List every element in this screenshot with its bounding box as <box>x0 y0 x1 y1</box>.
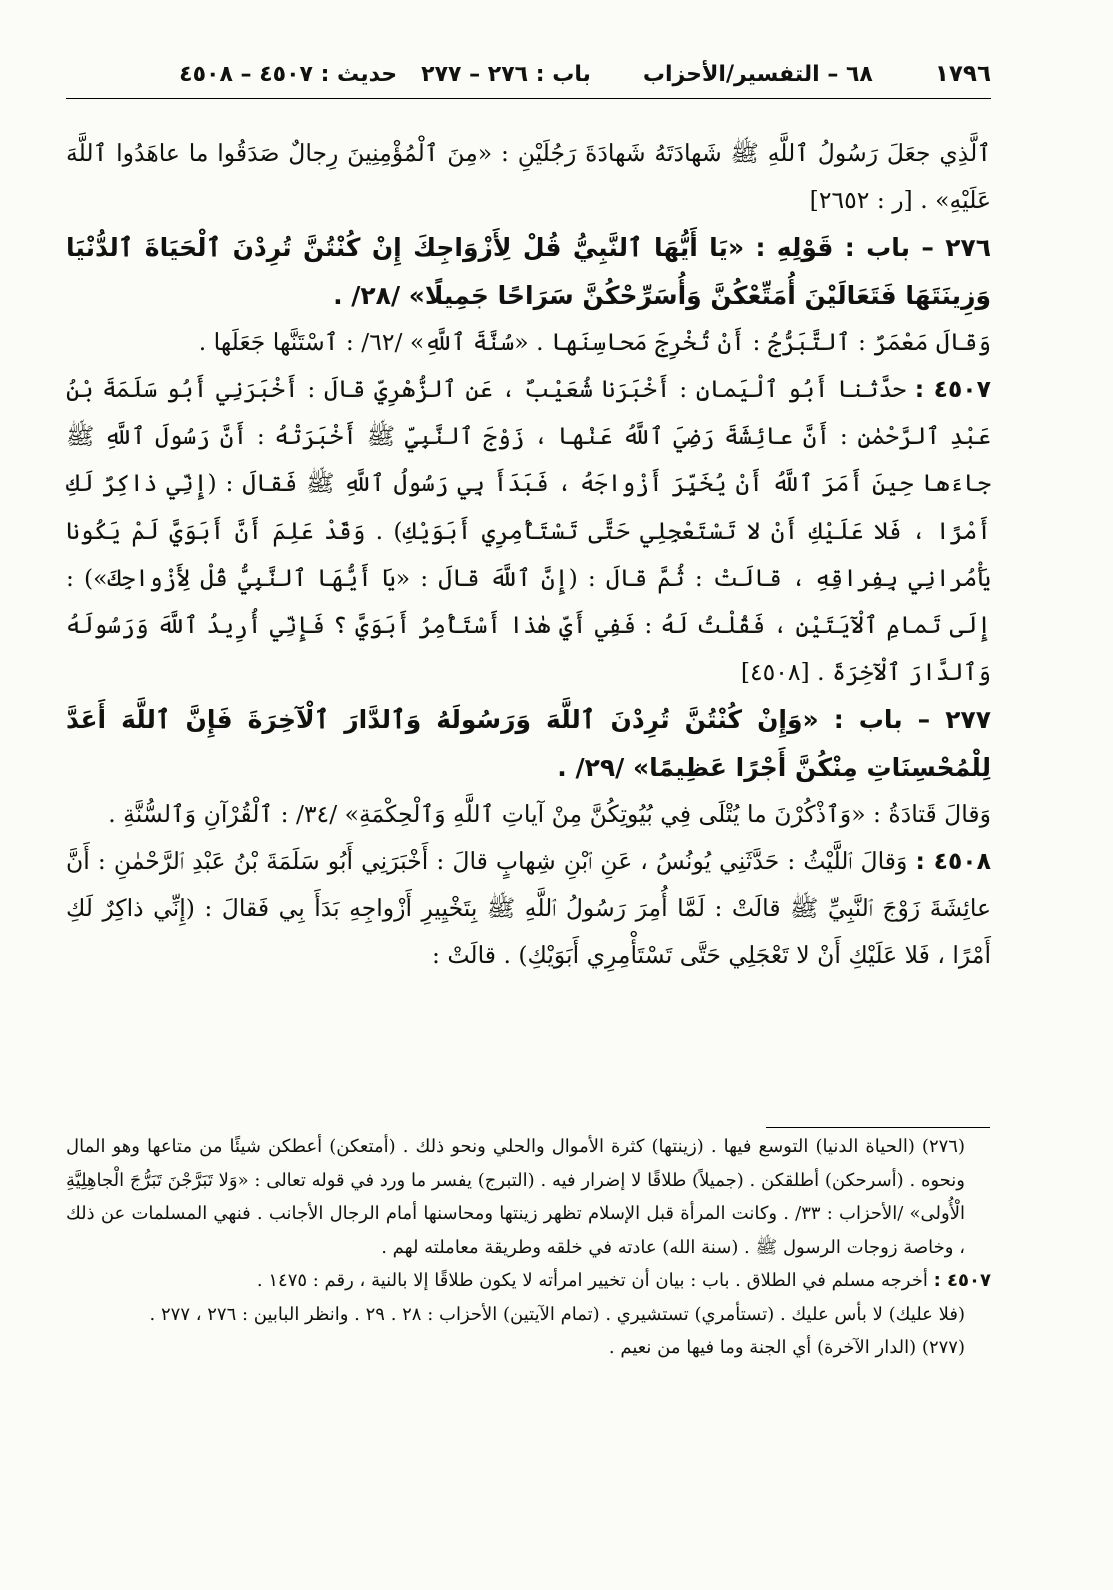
footnote-4507 <box>66 1264 991 1298</box>
chapter-title: ٦٨ – التفسير/الأحزاب <box>642 61 873 87</box>
footnote-276-label: (٢٧٦) <box>921 1136 965 1157</box>
paragraph-mamar: وَقالَ مَعْمَرٌ : ٱلتَّبَرُّجُ : أَنْ تُخْرِجَ مَحاسِنَها . «سُنَّةَ ٱللَّهِ» /٦٢/ : ٱسْتَنَّها جَعَلَها . <box>198 327 991 356</box>
footnote-277-text: (الدار الآخرة) أي الجنة وما فيها من نعيم . <box>608 1337 917 1358</box>
page-number: ١٧٩٦ <box>934 61 991 87</box>
footnote-277-label: (٢٧٧) <box>921 1337 965 1358</box>
footnote-276-text: (الحياة الدنيا) التوسع فيها . (زينتها) كثرة الأموال والحلي ونحو ذلك . (أمتعكن) أعطكن شيئًا من متاعها وهو المال ونحوه . (أسرحكن) أطلقكن . (جميلاً) طلاقًا لا إضرار فيه . (التبرج) يفسر ما ورد في قوله تعالى : «وَلا تَبَرَّجْنَ تَبَرُّجَ الْجاهِلِيَّةِ الْأُولى» /الأحزاب : ٣٣/ . وكانت المرأة قبل الإسلام تظهر زينتها ومحاسنها أمام الرجال الأجانب . فنهي المسلمات عن ذلك ، وخاصة زوجات الرسول ﷺ . (سنة الله) عادته في خلقه وطريقة معاملته لهم . <box>66 1136 966 1258</box>
footnote-277 <box>66 1331 991 1365</box>
bab-range: باب : ٢٧٦ – ٢٧٧ <box>421 61 591 87</box>
chapter-heading-276 <box>66 224 991 318</box>
paragraph-qatada: وَقالَ قَتادَةُ : «وَٱذْكُرْنَ ما يُتْلَى فِي بُيُوتِكُنَّ مِنْ آياتِ ٱللَّهِ وَٱلْحِكْمَةِ» /٣٤/ : ٱلْقُرْآنِ وَٱلسُّنَّةِ . <box>108 799 991 828</box>
hadith-4507-text: حدَّثنا أَبُو ٱلْيَمانِ : أَخْبَرَنا شُعَيْبٌ ، عَنِ ٱلزُّهْرِيِّ قالَ : أَخْبَرَنِي أَبُو سَلَمَةَ بْنُ عَبْدِ ٱلرَّحْمٰنِ : أَنَّ عائِشَةَ رَضِيَ ٱللَّهُ عَنْها ، زَوْجَ ٱلنَّبِيِّ ﷺ أَخْبَرَتْهُ : أَنَّ رَسُولَ ٱللَّهِ ﷺ جاءَها حِينَ أَمَرَ ٱللَّهُ أَنْ يُخَيِّرَ أَزْواجَهُ ، فَبَدَأَ بِي رَسُولُ ٱللَّهِ ﷺ فَقالَ : (إِنِّي ذاكِرٌ لَكِ أَمْرًا ، فَلا عَلَيْكِ أَنْ لا تَسْتَعْجِلِي حَتَّى تَسْتَأْمِرِي أَبَوَيْكِ) . وَقَدْ عَلِمَ أَنَّ أَبَوَيَّ لَمْ يَكُونا يَأْمُرانِي بِفِراقِهِ ، قالَتْ : ثُمَّ قالَ : (إِنَّ ٱللَّهَ قالَ : «يَا أَيُّهَا ٱلنَّبِيُّ قُلْ لِأَزْواجِكَ») : إِلَى تَمامِ ٱلْآيَتَيْنِ ، فَقُلْتُ لَهُ : فَفِي أَيِّ هٰذا أَسْتَأْمِرُ أَبَوَيَّ ؟ فَإِنِّي أُرِيدُ ٱللَّهَ وَرَسُولَهُ وَٱلدَّارَ ٱلْآخِرَةَ . [٤٥٠٨] <box>66 375 991 687</box>
hadith-4507 <box>66 366 991 696</box>
footnotes <box>66 1130 991 1365</box>
hadith-4508 <box>66 838 991 980</box>
footnote-divider <box>766 1127 990 1128</box>
footnote-4507-label: ٤٥٠٧ : <box>933 1270 991 1291</box>
chapter-heading-277-text: «وَإِنْ كُنْتُنَّ تُرِدْنَ ٱللَّهَ وَرَسُولَهُ وَٱلدَّارَ ٱلْآخِرَةَ فَإِنَّ ٱللَّهَ أَعَدَّ لِلْمُحْسِنَاتِ مِنْكُنَّ أَجْرًا عَظِيمًا» /٢٩/ . <box>66 705 991 782</box>
footnote-4507-glosses: (فلا عليك) لا بأس عليك . (تستأمري) تستشيري . (تمام الآيتين) الأحزاب : ٢٨ . ٢٩ . وانظر البابين : ٢٧٦ ، ٢٧٧ . <box>149 1303 965 1325</box>
running-header <box>66 52 991 96</box>
main-text <box>66 130 991 980</box>
hadith-4508-text: وَقالَ ٱللَّيْثُ : حَدَّثَنِي يُونُسُ ، عَنِ ٱبْنِ شِهابٍ قالَ : أَخْبَرَنِي أَبُو سَلَمَةَ بْنُ عَبْدِ ٱلرَّحْمٰنِ : أَنَّ عائِشَةَ زَوْجَ ٱلنَّبِيِّ ﷺ قالَتْ : لَمَّا أُمِرَ رَسُولُ ٱللَّهِ ﷺ بِتَخْيِيرِ أَزْواجِهِ بَدَأَ بِي فَقالَ : (إِنِّي ذاكِرٌ لَكِ أَمْرًا ، فَلا عَلَيْكِ أَنْ لا تَعْجَلِي حَتَّى تَسْتَأْمِرِي أَبَوَيْكِ) . قالَتْ : <box>66 847 991 970</box>
hadith-range: حديث : ٤٥٠٧ – ٤٥٠٨ <box>179 61 398 87</box>
chapter-heading-276-text: قَوْلِهِ : «يَا أَيُّهَا ٱلنَّبِيُّ قُلْ لِأَزْوَاجِكَ إِنْ كُنْتُنَّ تُرِدْنَ ٱلْحَيَاةَ ٱلدُّنْيَا وَزِينَتَهَا فَتَعَالَيْنَ أُمَتِّعْكُنَّ وَأُسَرِّحْكُنَّ سَرَاحًا جَمِيلًا» /٢٨/ . <box>66 233 991 310</box>
chapter-number-276: ٢٧٦ – باب : <box>844 233 991 263</box>
paragraph-continuation: ٱلَّذِي جعَلَ رَسُولُ ٱللَّهِ ﷺ شَهادَتَهُ شَهادَةَ رَجُلَيْنِ : «مِنَ ٱلْمُؤْمِنِينَ رِجالٌ صَدَقُوا ما عاهَدُوا ٱللَّهَ عَلَيْهِ» . [ر : ٢٦٥٢] <box>66 139 991 215</box>
hadith-number-4507: ٤٥٠٧ : <box>914 375 991 404</box>
chapter-heading-277 <box>66 696 991 790</box>
footnote-4507-text: أخرجه مسلم في الطلاق . باب : بيان أن تخيير امرأته لا يكون طلاقًا إلا بالنية ، رقم : ١٤٧٥ . <box>256 1270 928 1291</box>
header-divider <box>66 98 991 99</box>
chapter-number-277: ٢٧٧ – باب : <box>833 705 991 735</box>
footnote-276 <box>66 1130 991 1264</box>
hadith-number-4508: ٤٥٠٨ : <box>915 847 991 876</box>
